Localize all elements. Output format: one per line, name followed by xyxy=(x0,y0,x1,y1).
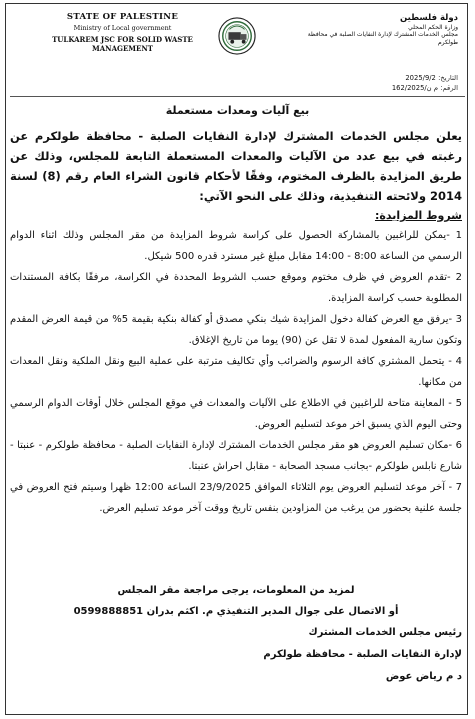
announcement-intro: يعلن مجلس الخدمات المشترك لإدارة النفايات الصلبة - محافظة طولكرم عن رغبته في بيع عدد من الآليات والمعدات المستعملة التابعة للمجلس، وذلك عن طريق المزايدة بالظرف المختوم، وفقًا لأحكام قانون الشراء العام رقم (8) لسنة 2014 ولائحته التنفيذية، وذلك على النحو الآتي: xyxy=(10,129,463,203)
letterhead-en-state: STATE OF PALESTINE xyxy=(66,12,179,22)
conditions-list xyxy=(10,225,462,519)
letterhead-ar-ministry: وزارة الحكم المحلي xyxy=(408,24,458,31)
header-divider xyxy=(10,96,465,97)
signature-title: رئيس مجلس الخدمات المشترك xyxy=(308,627,462,638)
condition-item: 5 - المعاينة متاحة للراغبين في الاطلاع على الآليات والمعدات في موقع المجلس خلال أوقات الدوام الرسمي وحتى اليوم الذي يسبق اخر موعد لتسليم العروض. xyxy=(10,398,462,430)
letterhead-en-council: TULKAREM JSC FOR SOLID WASTE MANAGEMENT xyxy=(52,35,193,53)
condition-item: 7 - آخر موعد لتسليم العروض يوم الثلاثاء الموافق 23/9/2025 الساعة 12:00 ظهرا وسيتم فتح العروض في جلسة علنية بحضور من يرغب من المزاودين بنفس تاريخ ووقت آخر موعد تسليم العرض. xyxy=(10,482,462,514)
date-line xyxy=(300,73,458,83)
condition-item: 1 -يمكن للراغبين بالمشاركة الحصول على كراسة شروط المزايدة من مقر المجلس وذلك اثناء الدوام الرسمي من الساعة 8:00 - 14:00 مقابل مبلغ غير مسترد قدره 500 شيكل. xyxy=(10,230,462,262)
council-logo-icon xyxy=(218,17,256,55)
condition-item: 3 -يرفق مع العرض كفالة دخول المزايدة شيك بنكي مصدق أو كفالة بنكية بقيمة 5% من قيمة العرض المقدم وتكون سارية المفعول لمدة لا تقل عن (90) يوما من تاريخ الإغلاق. xyxy=(10,314,462,346)
signature-organization: لإدارة النفايات الصلبة - محافظة طولكرم xyxy=(263,649,462,660)
footer xyxy=(10,580,462,688)
document-refs xyxy=(300,73,458,93)
conditions-title: شروط المزايدة: xyxy=(374,209,462,222)
condition-item: 4 - يتحمل المشتري كافة الرسوم والضرائب وأي تكاليف مترتبة على عملية البيع ونقل الملكية ونقل المعدات من مكانها. xyxy=(10,356,462,388)
letterhead-en-ministry: Ministry of Local government xyxy=(73,24,172,32)
ref-value: م ن/162/2025 xyxy=(391,84,439,92)
letterhead-arabic xyxy=(300,13,458,47)
info-line: لمزيد من المعلومات، يرجى مراجعة مقر المجلس xyxy=(117,585,355,596)
condition-item: 2 -تقدم العروض في ظرف مختوم وموقع حسب الشروط المحددة في الكراسة، مرفقًا بكافة المستندات المطلوبة حسب كراسة المزايدة. xyxy=(10,272,462,304)
letterhead-ar-state: دولة فلسطين xyxy=(399,13,458,23)
date-value: 2025/9/2 xyxy=(405,74,436,82)
contact-line: أو الاتصال على جوال المدير التنفيذي م. اكثم بدران 0599888851 xyxy=(73,606,399,617)
condition-item: 6 -مكان تسليم العروض هو مقر مجلس الخدمات المشترك لإدارة النفايات الصلبة - محافظة طولكرم - عنبتا - شارع نابلس طولكرم -بجانب مسجد الصحابة - مقابل احراش عنبتا. xyxy=(10,440,462,472)
letterhead-ar-council: مجلس الخدمات المشترك لإدارة النفايات الصلبة في محافظة طولكرم xyxy=(307,31,458,46)
letterhead-english xyxy=(30,12,215,53)
announcement-title: بيع آليات ومعدات مستعملة xyxy=(165,104,310,117)
ref-line xyxy=(300,83,458,93)
date-label: التاريخ: xyxy=(438,74,458,82)
signature-name: د م رياض عوض xyxy=(385,671,462,682)
ref-label: الرقم: xyxy=(440,84,458,92)
